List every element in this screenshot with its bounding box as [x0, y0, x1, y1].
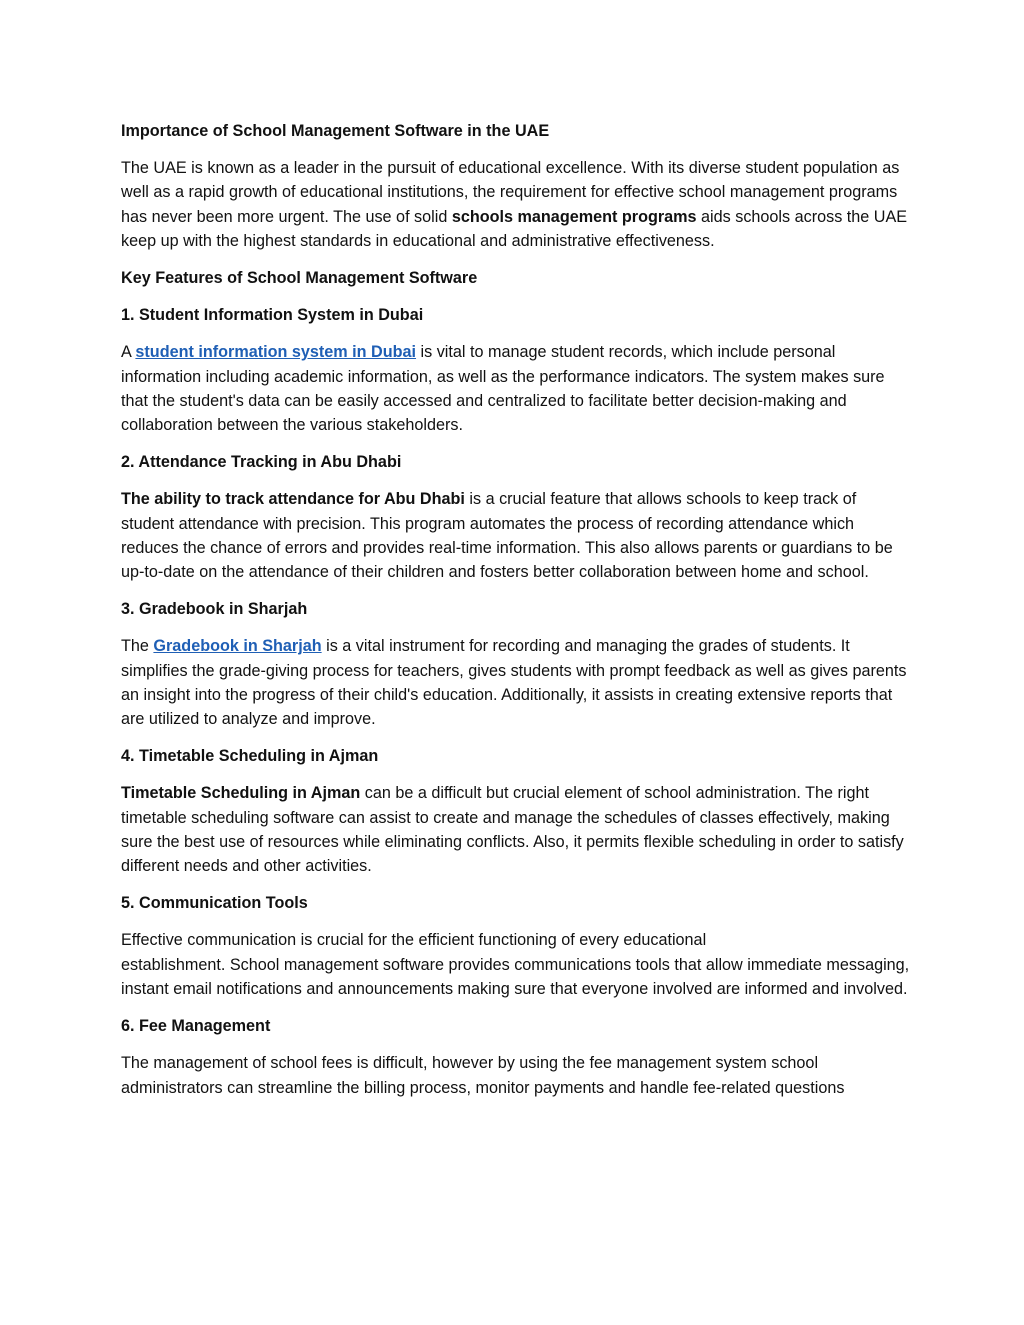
- section-text-start: A: [121, 343, 136, 362]
- student-information-system-link[interactable]: student information system in Dubai: [135, 343, 417, 362]
- gradebook-link[interactable]: Gradebook in Sharjah: [153, 637, 322, 656]
- section-heading-communication: 5. Communication Tools: [121, 894, 308, 913]
- intro-text-start: The UAE is known as a leader in the pursuit of educational excellence. With its diverse student population as well as a rapid growth of educational institutions, the requirement for effective school management programs has never been more urgent. The use of solid: [121, 159, 900, 226]
- section-heading-attendance: 2. Attendance Tracking in Abu Dhabi: [121, 453, 402, 472]
- section-heading-student-information: 1. Student Information System in Dubai: [121, 306, 424, 325]
- section-paragraph-gradebook: [121, 634, 911, 731]
- communication-first-line: Effective communication is crucial for the efficient functioning of every educational: [121, 931, 707, 950]
- section-paragraph-fee-management: The management of school fees is difficult, however by using the fee management system school administrators can streamline the billing process, monitor payments and handle fee-related questions: [121, 1054, 845, 1097]
- section-text-end: is vital to manage student records, which include personal information including academic information, as well as the performance indicators. The system makes sure that the student's data can be easily accessed and centralized to facilitate better decision-making and collaboration between the various stakeholders.: [121, 343, 885, 435]
- intro-paragraph: [121, 156, 911, 253]
- timetable-bold-phrase: Timetable Scheduling in Ajman: [121, 784, 361, 803]
- section-text-end: is a vital instrument for recording and managing the grades of students. It simplifies the grade-giving process for teachers, gives students with prompt feedback as well as gives parents an insight into the progress of their child's education. Additionally, it assists in creating extensive reports that are utilized to analyze and improve.: [121, 637, 907, 729]
- section-heading-fee-management: 6. Fee Management: [121, 1017, 271, 1036]
- attendance-bold-phrase: The ability to track attendance for Abu Dhabi: [121, 490, 465, 509]
- section-heading-timetable: 4. Timetable Scheduling in Ajman: [121, 747, 379, 766]
- section-text-end: can be a difficult but crucial element of school administration. The right timetable scheduling software can assist to create and manage the schedules of classes effectively, making sure the best use of resources while eliminating conflicts. Also, it permits flexible scheduling in order to satisfy different needs and other activities.: [121, 784, 904, 876]
- intro-bold-phrase: schools management programs: [451, 207, 697, 226]
- section-paragraph-student-information: [121, 340, 911, 437]
- section-paragraph-communication: [121, 928, 911, 1001]
- communication-rest: establishment. School management software provides communications tools that allow immediate messaging, instant email notifications and announcements making sure that everyone involved are informed and involved.: [121, 955, 910, 998]
- section-heading-gradebook: 3. Gradebook in Sharjah: [121, 600, 308, 619]
- section-paragraph-attendance: [121, 487, 911, 584]
- intro-text-end: aids schools across the UAE keep up with the highest standards in educational and administrative effectiveness.: [121, 207, 908, 250]
- section-paragraph-timetable: [121, 781, 911, 878]
- section-text-end: is a crucial feature that allows schools to keep track of student attendance with precision. This program automates the process of recording attendance which reduces the chance of errors and provides real-time information. This also allows parents or guardians to be up-to-date on the attendance of their children and fosters better collaboration between home and school.: [121, 490, 893, 582]
- document-page: [121, 110, 911, 1100]
- section-text-start: The: [121, 637, 154, 656]
- document-title: Importance of School Management Software in the UAE: [121, 122, 550, 140]
- key-features-heading: Key Features of School Management Software: [121, 269, 478, 288]
